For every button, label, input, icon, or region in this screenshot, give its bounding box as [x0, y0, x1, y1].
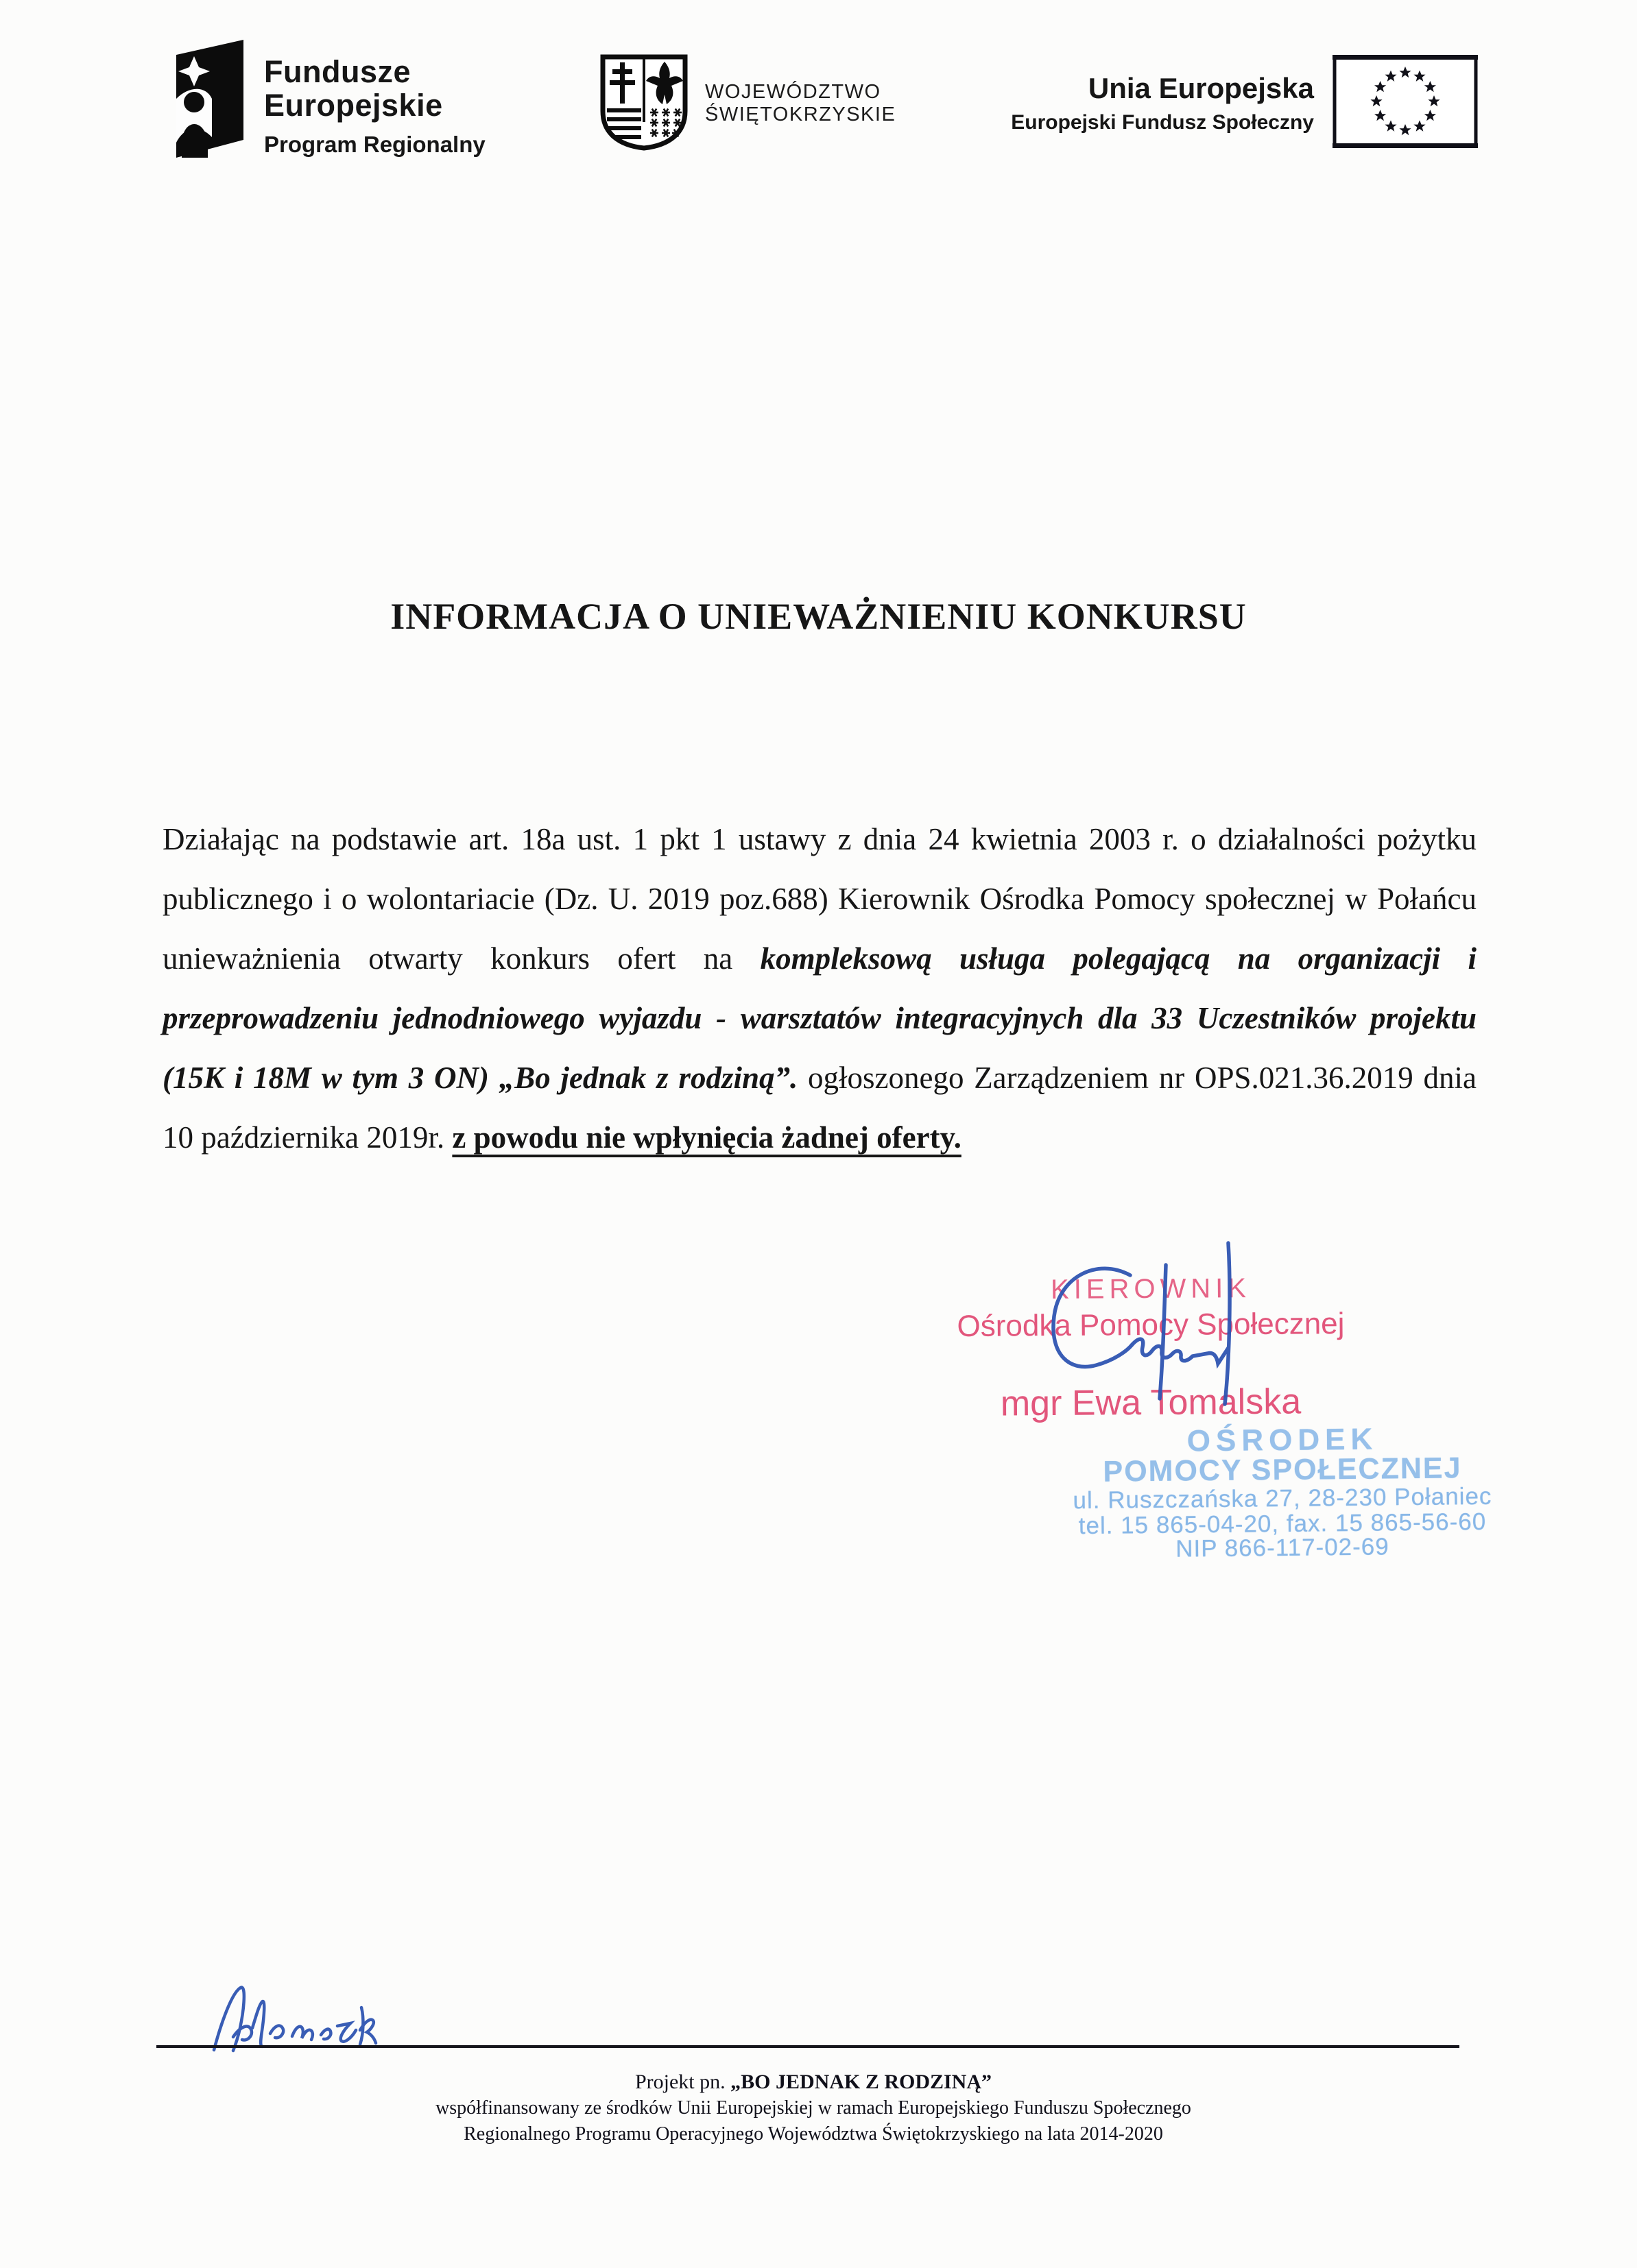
footer-text	[0, 2069, 1627, 2147]
voivodeship-line1: WOJEWÓDZTWO	[705, 81, 881, 103]
handwritten-signature-main	[1029, 1231, 1255, 1416]
footer-line3: Regionalnego Programu Operacyjnego Województwa Świętokrzyskiego na lata 2014-2020	[464, 2123, 1163, 2145]
pink-stamp-role-line: KIEROWNIK	[1050, 1272, 1252, 1305]
footer-line1	[0, 2069, 1627, 2095]
footer-line2: współfinansowany ze środków Unii Europejskiej w ramach Europejskiego Funduszu Społecznego	[435, 2097, 1191, 2119]
voivodeship-logo-text	[705, 81, 896, 126]
document-title: INFORMACJA O UNIEWAŻNIENIU KONKURSU	[390, 596, 1247, 637]
pink-stamp-org-line: Ośrodka Pomocy Społecznej	[957, 1307, 1345, 1343]
pink-stamp-name-line: mgr Ewa Tomalska	[1000, 1382, 1302, 1424]
footer-line1-prefix: Projekt pn.	[634, 2071, 731, 2093]
body-segment-normal-1: Działając na podstawie art. 18a ust. 1 pkt 1 ustawy z dnia 24 kwietnia 2003 r. o działalności pożytku publicznego i o wolontariacie (Dz. U. 2019 poz.688) Kierownik Ośrodka Pomocy społecznej w Połańcu unieważnienia otwarty konkurs ofert na	[163, 822, 1477, 976]
body-segment-normal-2: ogłoszonego Zarządzeniem nr OPS.021.36.2019 dnia 10 października 2019r.	[163, 1061, 1477, 1155]
eu-logo-line2: Europejski Fundusz Społeczny	[1011, 111, 1314, 134]
fundusze-europejskie-logo-icon	[167, 36, 252, 160]
blue-stamp-line2: POMOCY SPOŁECZNEJ	[1103, 1451, 1462, 1488]
fundusze-europejskie-logo-text	[264, 55, 486, 158]
eu-logo-line1: Unia Europejska	[1088, 72, 1314, 104]
body-paragraph	[163, 810, 1477, 1168]
body-segment-bold-italic: kompleksową usługa polegającą na organizacji i przeprowadzeniu jednodniowego wyjazdu - warsztatów integracyjnych dla 33 Uczestników projektu (15K i 18M w tym 3 ON) „Bo jednak z rodziną”.	[163, 941, 1477, 1095]
blue-stamp-phone-line: tel. 15 865-04-20, fax. 15 865-56-60	[1078, 1508, 1487, 1540]
blue-stamp-nip-line: NIP 866-117-02-69	[1175, 1533, 1389, 1563]
body-segment-bold-underline: z powodu nie wpłynięcia żadnej oferty.	[452, 1120, 961, 1155]
eu-flag-icon	[1333, 55, 1478, 148]
blue-stamp-line1: OŚRODEK	[1186, 1422, 1378, 1458]
fe-logo-line1: Fundusze	[264, 54, 411, 89]
footer-line1-project-name: „BO JEDNAK Z RODZINĄ”	[730, 2071, 992, 2093]
footer-divider-line	[156, 2045, 1459, 2048]
swietokrzyskie-coat-of-arms-icon	[599, 53, 689, 151]
eu-logo-text	[912, 71, 1314, 134]
voivodeship-line2: ŚWIĘTOKRZYSKIE	[705, 104, 896, 125]
blue-stamp-address-line: ul. Ruszczańska 27, 28-230 Połaniec	[1073, 1482, 1492, 1515]
fe-logo-subline: Program Regionalny	[264, 132, 486, 157]
fe-logo-line2: Europejskie	[264, 88, 443, 123]
